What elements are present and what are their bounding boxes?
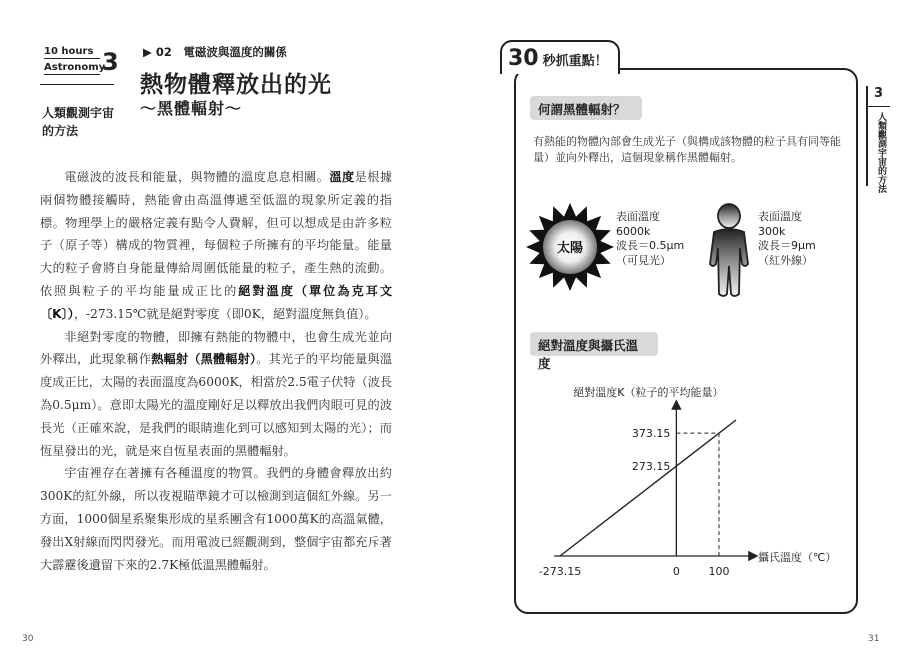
- x-axis-label: 攝氏溫度（℃）: [758, 551, 837, 564]
- temperature-chart: [526, 380, 852, 590]
- bold-term: 溫度: [329, 170, 355, 184]
- page-title: 熱物體釋放出的光: [140, 72, 332, 98]
- tab-number: 30: [508, 46, 539, 71]
- panel-tab-text: [508, 46, 608, 71]
- x-tick-label: 0: [672, 565, 680, 578]
- page-number-left: 30: [22, 634, 34, 644]
- body-text: [40, 166, 392, 576]
- chapter-tag: [40, 46, 122, 82]
- section-label: ▶ 02 電磁波與溫度的關係: [143, 45, 287, 59]
- x-tick-label: 100: [708, 565, 730, 578]
- side-text: 人類觀測宇宙的方法: [876, 112, 886, 193]
- sun-line: 波長＝0.5μm: [616, 239, 685, 252]
- y-axis-label: 絕對溫度K（粒子的平均能量）: [573, 386, 724, 399]
- sun-line: 表面溫度: [616, 210, 660, 223]
- x-tick-label: -273.15: [538, 565, 582, 578]
- tag-number: 3: [102, 48, 119, 76]
- series-line: [560, 420, 736, 556]
- bold-term: 絕對溫度（單位為克耳文〔K〕）: [40, 283, 393, 321]
- sun-label: 太陽: [556, 241, 584, 256]
- tab-label: 秒抓重點！: [542, 54, 608, 69]
- y-tick-label: 373.15: [631, 427, 671, 441]
- text-run: 。其光子的平均能量與溫度成正比，太陽的表面溫度為6000K，相當於2.5電子伏特（波長為0.5μm）。意即太陽光的溫度剛好足以釋放出我們肉眼可見的波長光（正確來說，是我們的眼睛進化到可以感知到太陽的光）；而恆星發出的光，就是來自恆星表面的黑體輻射。: [40, 352, 393, 458]
- sun-line: 6000k: [616, 224, 651, 238]
- page-number-right: 31: [868, 634, 880, 644]
- description: 有熱能的物體內部會生成光子（與構成該物體的粒子具有同等能量）並向外釋出，這個現象稱作黑體輻射。: [533, 135, 841, 164]
- heading-blackbody: 何謂黑體輻射？: [530, 96, 642, 120]
- human-line: 波長＝9μm: [758, 239, 816, 252]
- bold-term: 熱輻射（黑體輻射）: [151, 352, 257, 367]
- text-run: 非絕對零度的物體，即擁有熱能的物體中，也會生成光並向外釋出，此現象稱作: [40, 329, 392, 367]
- sun-icon: [526, 200, 614, 294]
- divider: [40, 84, 114, 85]
- page-subtitle: 〜黑體輻射〜: [140, 99, 243, 118]
- human-figure-icon: [704, 202, 754, 300]
- human-line: （紅外線）: [758, 253, 813, 267]
- tag-subject: Astronomy: [44, 62, 106, 73]
- side-number: 3: [874, 86, 884, 101]
- sun-info: [616, 210, 684, 268]
- paragraph-1: [40, 166, 392, 326]
- human-info: [758, 210, 816, 268]
- human-line: 表面溫度: [758, 210, 802, 223]
- y-tick-label: 273.15: [631, 460, 671, 474]
- divider: [868, 106, 890, 107]
- human-line: 300k: [758, 224, 786, 238]
- text-run: 是根據兩個物體接觸時，熱能會由高溫傳遞至低溫的現象所定義的指標。物理學上的嚴格定義有點令人費解，但可以想成是由許多粒子（原子等）構成的物質裡，每個粒子所擁有的平均能量。能量大的粒子會將自身能量傳給周圍低能量的粒子，產生熱的流動。依照與粒子的平均能量成正比的: [40, 170, 393, 298]
- text-run: ，-273.15℃就是絕對零度（即0K，絕對溫度無負值）。: [73, 306, 377, 321]
- paragraph-3: 宇宙裡存在著擁有各種溫度的物質。我們的身體會釋放出約300K的紅外線，所以夜視瞄準鏡才可以檢測到這個紅外線。另一方面，1000個星系聚集形成的星系團含有1000萬K的高溫氣體，發出X射線而閃閃發光。而用電波已經觀測到，整個宇宙都充斥著大霹靂後遺留下來的2.7K極低溫黑體輻射。: [40, 466, 392, 572]
- heading-temperature: 絕對溫度與攝氏溫度: [530, 332, 658, 356]
- text-run: 電磁波的波長和能量，與物體的溫度息息相關。: [64, 170, 330, 184]
- chapter-name: 人類觀測宇宙的方法: [42, 106, 115, 138]
- paragraph-2: [40, 326, 392, 463]
- tag-hours: 10 hours: [44, 46, 100, 59]
- sun-line: （可見光）: [616, 253, 671, 267]
